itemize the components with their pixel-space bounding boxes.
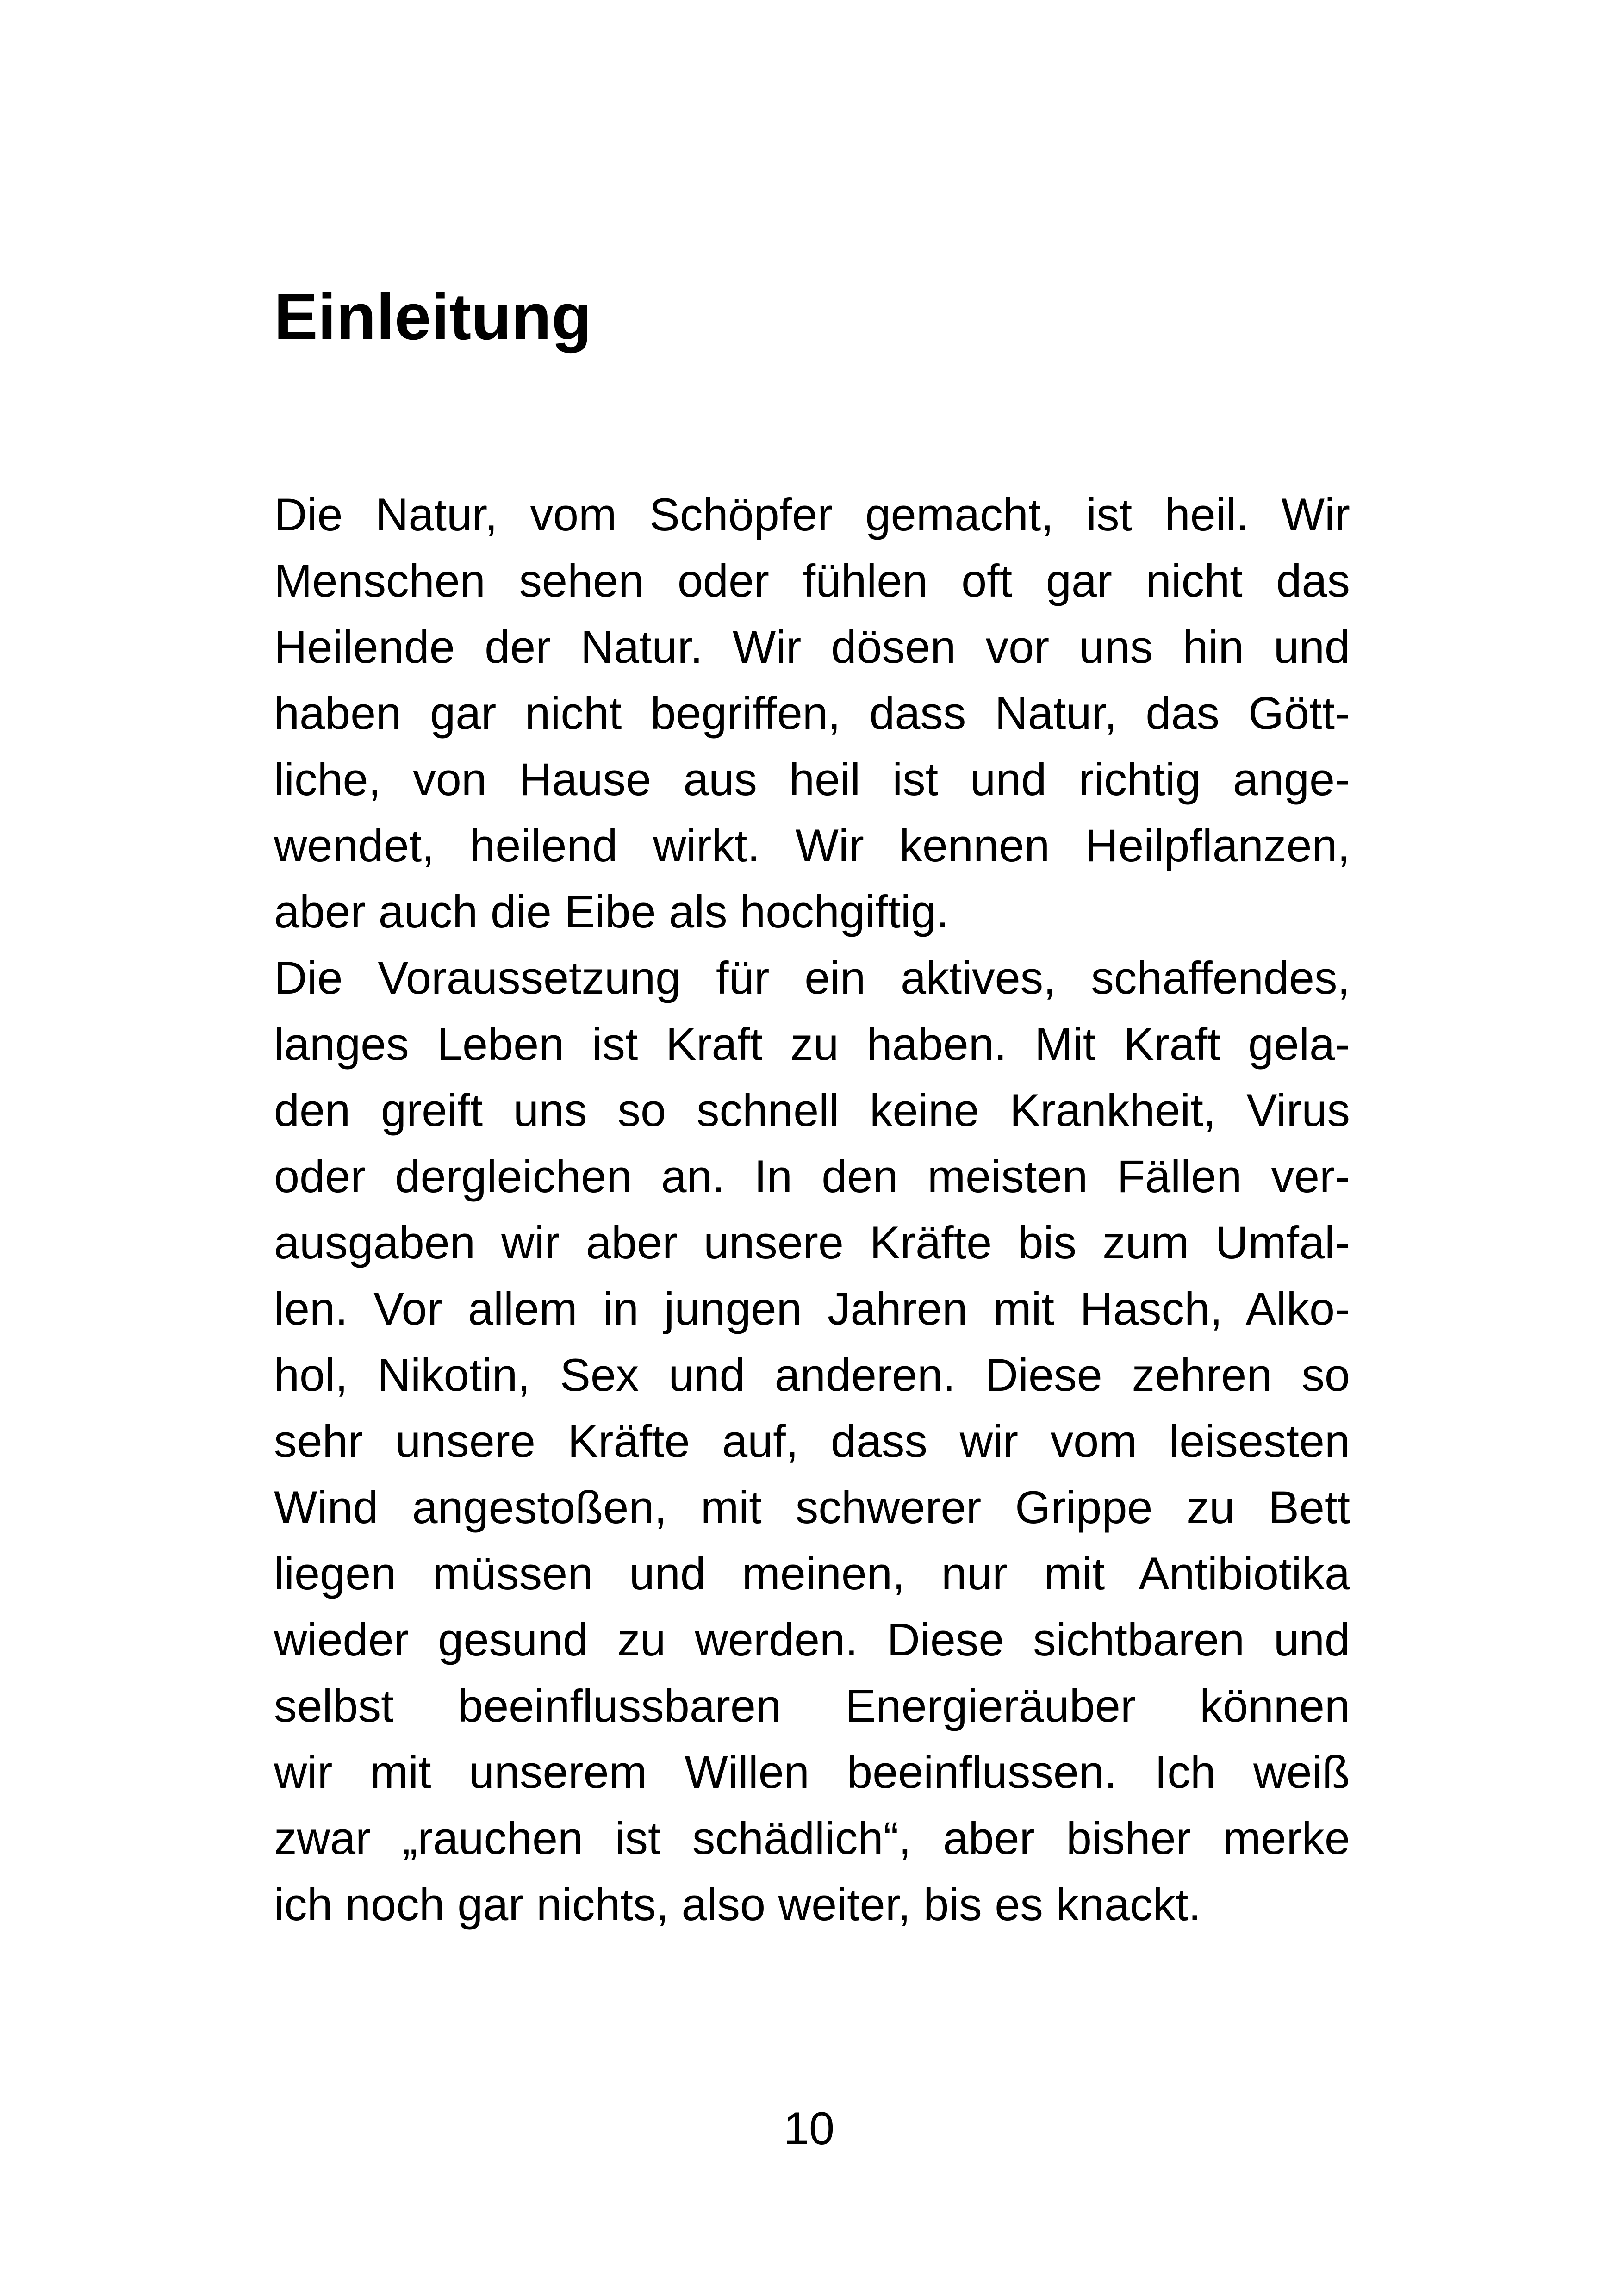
text-line: Menschen sehen oder fühlen oft gar nicht das <box>274 555 1350 606</box>
text-line: selbst beeinflussbaren Energieräuber können <box>274 1680 1350 1731</box>
text-line: Die Voraussetzung für ein aktives, schaffendes, <box>274 952 1350 1003</box>
text-line: wendet, heilend wirkt. Wir kennen Heilpflanzen, <box>274 820 1350 871</box>
text-line: den greift uns so schnell keine Krankheit, Virus <box>274 1084 1350 1136</box>
text-line: len. Vor allem in jungen Jahren mit Hasch, Alko- <box>274 1283 1350 1334</box>
text-line: ausgaben wir aber unsere Kräfte bis zum Umfal- <box>274 1217 1350 1268</box>
chapter-heading: Einleitung <box>274 280 592 354</box>
text-line: Wind angestoßen, mit schwerer Grippe zu Bett <box>274 1481 1350 1533</box>
text-line: aber auch die Eibe als hochgiftig. <box>274 886 949 937</box>
text-line: wir mit unserem Willen beeinflussen. Ich weiß <box>274 1746 1350 1798</box>
text-line: Heilende der Natur. Wir dösen vor uns hin und <box>274 621 1350 672</box>
text-line: sehr unsere Kräfte auf, dass wir vom leisesten <box>274 1415 1350 1467</box>
text-line: haben gar nicht begriffen, dass Natur, das Gött- <box>274 687 1350 739</box>
text-line: liche, von Hause aus heil ist und richtig ange- <box>274 753 1350 805</box>
page-number: 10 <box>783 2103 835 2154</box>
text-line: zwar „rauchen ist schädlich“, aber bisher merke <box>274 1812 1350 1864</box>
body-text <box>274 481 1350 1937</box>
text-line: liegen müssen und meinen, nur mit Antibiotika <box>274 1548 1350 1599</box>
text-line: hol, Nikotin, Sex und anderen. Diese zehren so <box>274 1349 1350 1400</box>
text-line: langes Leben ist Kraft zu haben. Mit Kraft gela- <box>274 1018 1350 1070</box>
text-line: ich noch gar nichts, also weiter, bis es knackt. <box>274 1879 1201 1930</box>
text-line: oder dergleichen an. In den meisten Fällen ver- <box>274 1151 1350 1202</box>
text-line: Die Natur, vom Schöpfer gemacht, ist heil. Wir <box>274 489 1350 540</box>
text-line: wieder gesund zu werden. Diese sichtbaren und <box>274 1614 1350 1665</box>
